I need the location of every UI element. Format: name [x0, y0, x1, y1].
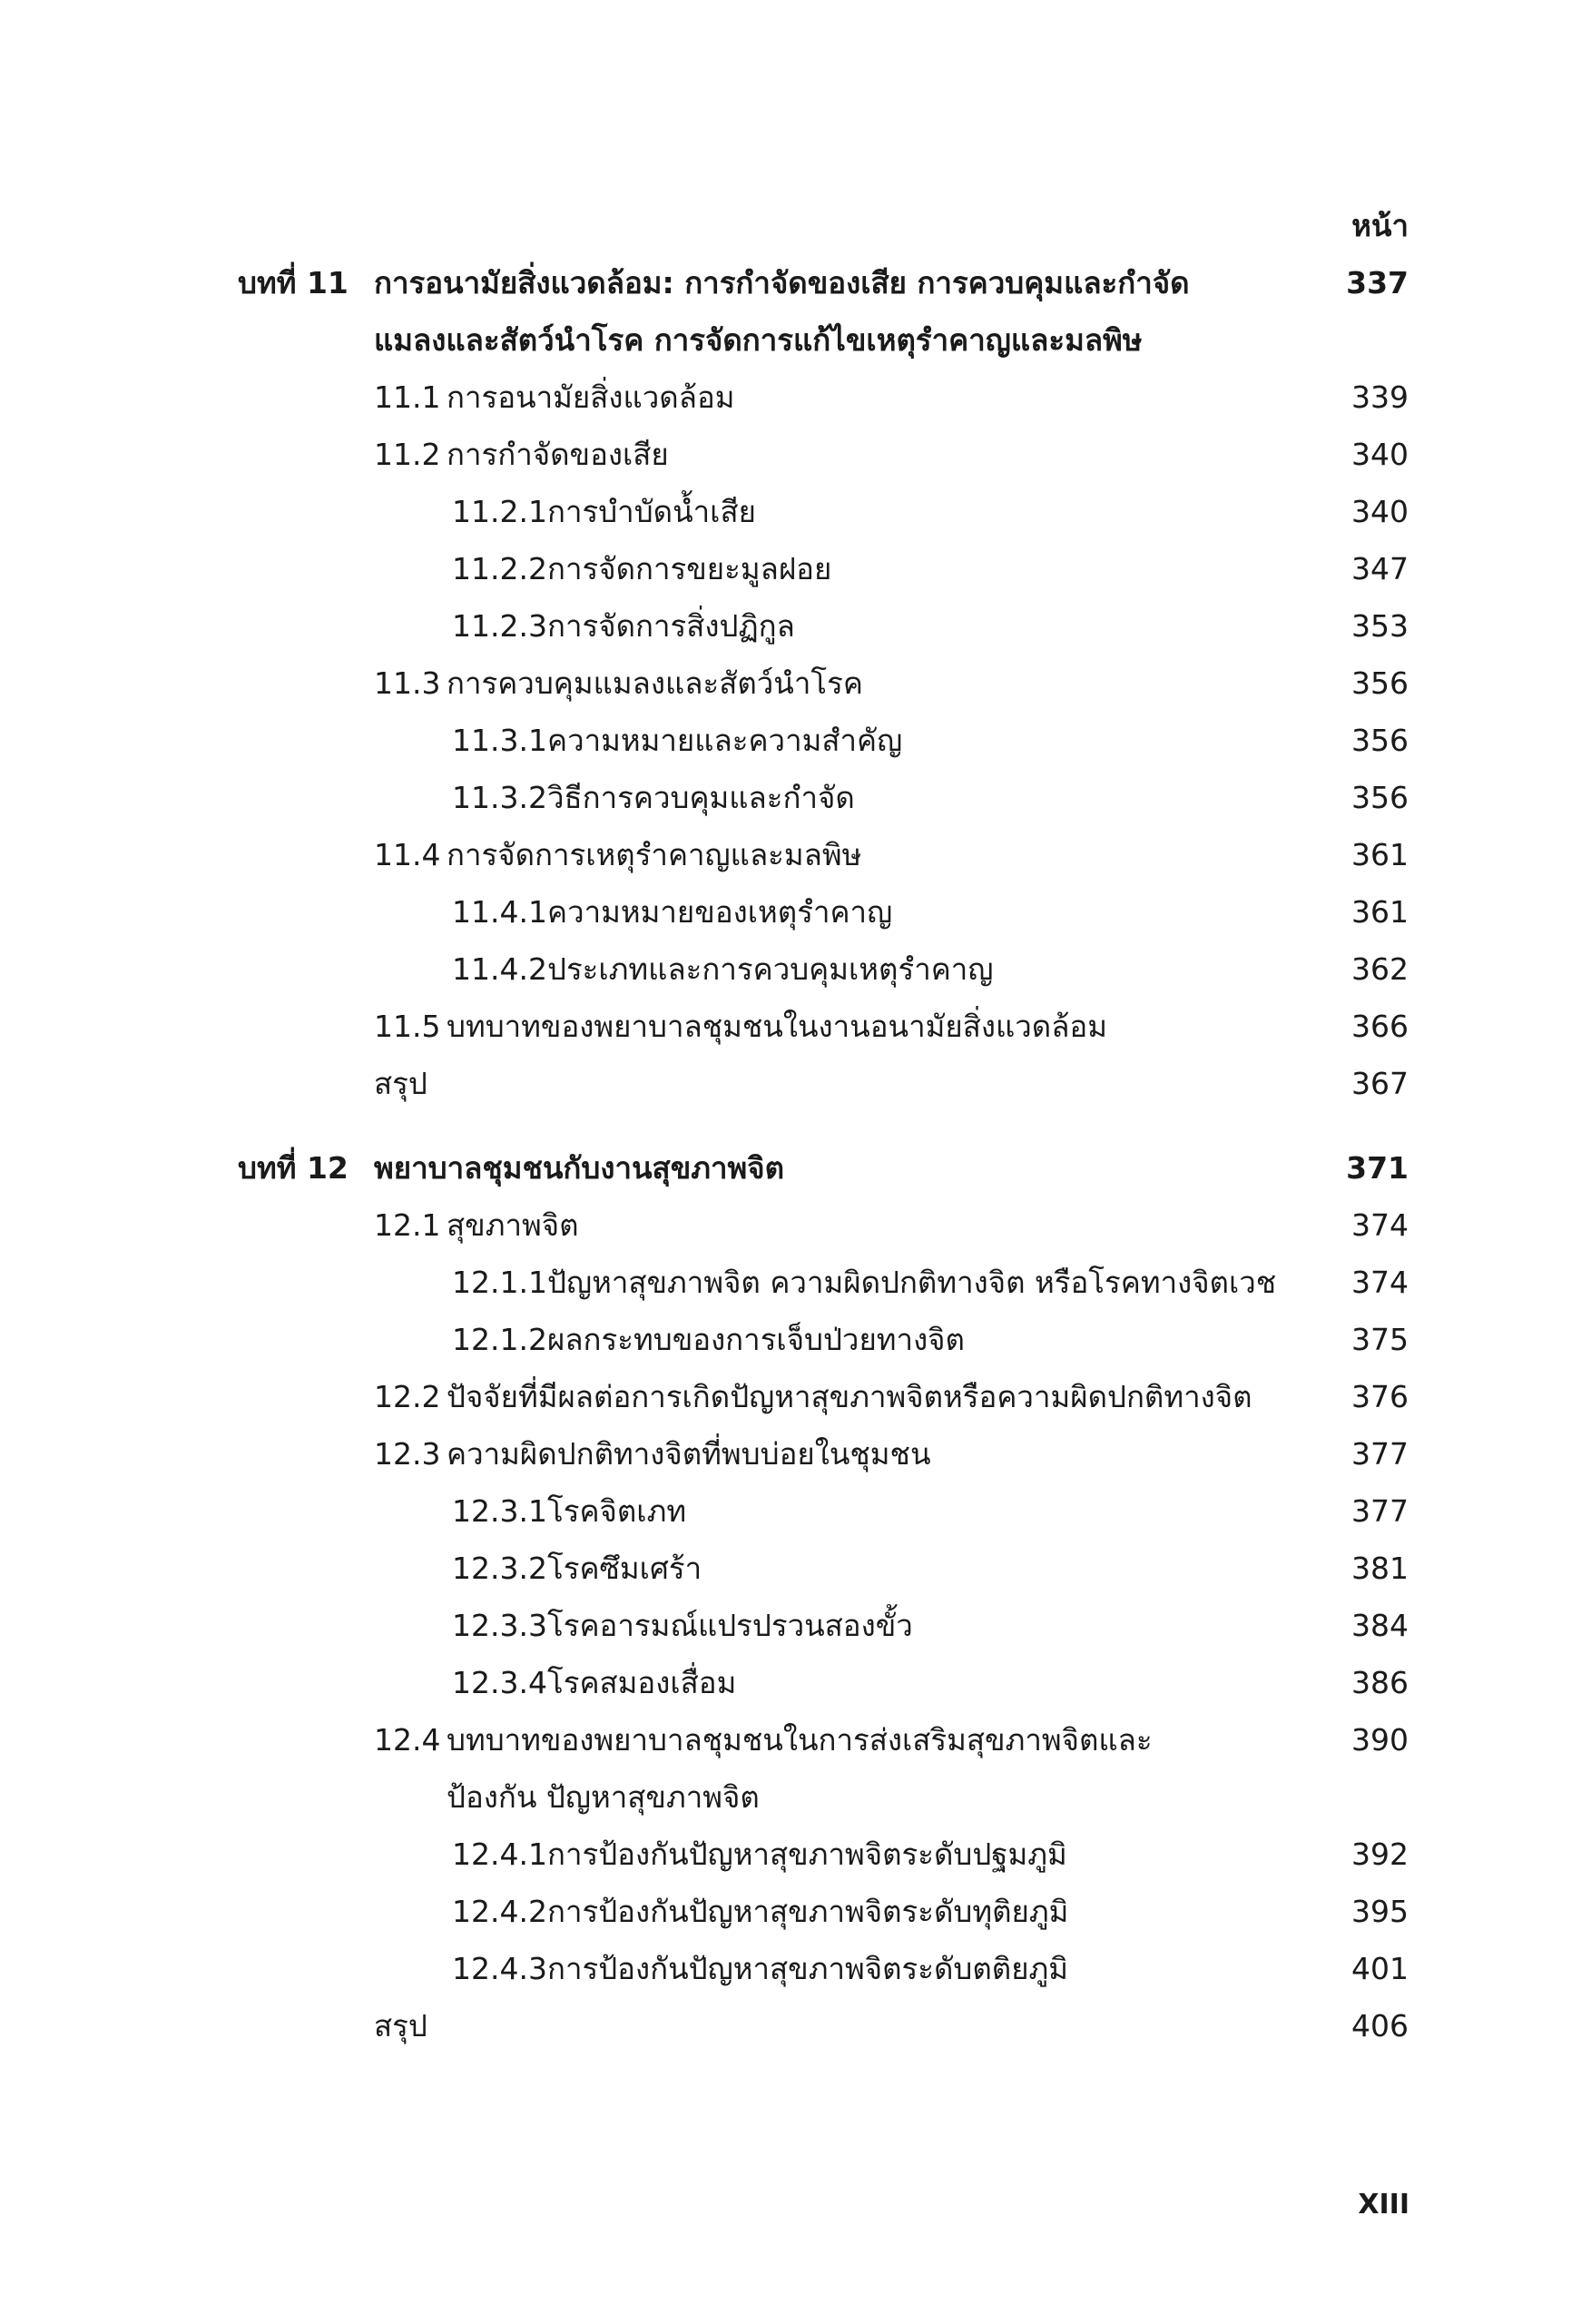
entry-number: 11.2.2 [452, 551, 547, 586]
chapter-page: 337 [1346, 265, 1409, 300]
entry-page: 390 [1351, 1722, 1409, 1758]
entry-page: 340 [1351, 437, 1409, 472]
entry-page: 361 [1351, 894, 1409, 930]
entry-title: ผลกระทบของการเจ็บป่วยทางจิต [547, 1322, 965, 1357]
entry-number: 12.4.1 [452, 1837, 547, 1872]
entry-page: 376 [1351, 1379, 1409, 1414]
entry-number: 12.3.1 [452, 1493, 547, 1529]
entry-page: 384 [1351, 1608, 1409, 1643]
entry-number: 12.3.4 [452, 1665, 547, 1700]
page-number: XIII [1358, 2189, 1409, 2221]
entry-title: ความหมายและความสำคัญ [547, 723, 903, 758]
entry-title: ปัญหาสุขภาพจิต ความผิดปกติทางจิต หรือโรคทางจิตเวช [547, 1265, 1277, 1300]
entry-title: ความหมายของเหตุรำคาญ [547, 894, 893, 930]
entry-title: การบำบัดน้ำเสีย [547, 494, 756, 529]
chapter-11 [238, 254, 1409, 1112]
entry-page: 362 [1351, 951, 1409, 987]
entry-number: 11.4 [374, 837, 441, 872]
toc-summary-entry[interactable] [238, 1055, 1409, 1112]
entry-title: การป้องกันปัญหาสุขภาพจิตระดับทุติยภูมิ [547, 1894, 1069, 1929]
toc-subentry[interactable] [238, 1482, 1409, 1540]
entry-page: 401 [1351, 1951, 1409, 1986]
entry-page: 377 [1351, 1436, 1409, 1472]
toc-subentry[interactable] [238, 1540, 1409, 1597]
entry-page: 356 [1351, 665, 1409, 701]
entry-title: การอนามัยสิ่งแวดล้อม [447, 379, 735, 415]
toc-subentry[interactable] [238, 483, 1409, 540]
chapter-label: บทที่ 12 [238, 1150, 349, 1186]
chapter-title: การอนามัยสิ่งแวดล้อม: การกำจัดของเสีย การควบคุมและกำจัด แมลงและสัตว์นำโรค การจัดการแก้ไขเหตุรำคาญและมลพิษ [374, 265, 1190, 358]
entry-title: วิธีการควบคุมและกำจัด [547, 780, 855, 815]
entry-title: ปัจจัยที่มีผลต่อการเกิดปัญหาสุขภาพจิตหรือความผิดปกติทางจิต [447, 1379, 1252, 1414]
toc-entry[interactable] [238, 826, 1409, 883]
toc-entry[interactable] [238, 1196, 1409, 1254]
entry-title: บทบาทของพยาบาลชุมชนในงานอนามัยสิ่งแวดล้อม [447, 1009, 1107, 1044]
entry-title: โรคอารมณ์แปรปรวนสองขั้ว [547, 1608, 913, 1643]
toc-subentry[interactable] [238, 1254, 1409, 1311]
toc-subentry[interactable] [238, 769, 1409, 826]
entry-title: สุขภาพจิต [447, 1207, 579, 1243]
entry-number: 11.2 [374, 437, 441, 472]
entry-number: 11.1 [374, 379, 441, 415]
entry-title: โรคสมองเสื่อม [547, 1665, 737, 1700]
toc-subentry[interactable] [238, 1311, 1409, 1368]
chapter-page: 371 [1346, 1150, 1409, 1186]
entry-title: การป้องกันปัญหาสุขภาพจิตระดับตติยภูมิ [547, 1951, 1069, 1986]
toc-subentry[interactable] [238, 712, 1409, 769]
entry-number: 12.4.3 [452, 1951, 547, 1986]
entry-page: 374 [1351, 1265, 1409, 1300]
entry-number: 11.2.1 [452, 494, 547, 529]
chapter-heading[interactable] [238, 254, 1409, 369]
entry-page: 356 [1351, 723, 1409, 758]
entry-page: 374 [1351, 1207, 1409, 1243]
entry-page: 395 [1351, 1894, 1409, 1929]
toc-entry[interactable] [238, 1425, 1409, 1482]
entry-title: การจัดการขยะมูลฝอย [547, 551, 832, 586]
entry-page: 386 [1351, 1665, 1409, 1700]
toc-summary-entry[interactable] [238, 1997, 1409, 2054]
toc-entry[interactable] [238, 369, 1409, 426]
entry-number: 12.1.2 [452, 1322, 547, 1357]
chapter-12 [238, 1139, 1409, 2054]
entry-number: 11.3 [374, 665, 441, 701]
chapter-title: พยาบาลชุมชนกับงานสุขภาพจิต [374, 1150, 785, 1186]
entry-number: 11.3.2 [452, 780, 547, 815]
toc-subentry[interactable] [238, 597, 1409, 655]
toc-subentry[interactable] [238, 1597, 1409, 1654]
toc-entry[interactable] [238, 1711, 1409, 1826]
entry-page: 361 [1351, 837, 1409, 872]
entry-title: การจัดการเหตุรำคาญและมลพิษ [447, 837, 862, 872]
entry-page: 377 [1351, 1493, 1409, 1529]
entry-number: 12.1 [374, 1207, 441, 1243]
entry-title: การกำจัดของเสีย [447, 437, 669, 472]
toc-subentry[interactable] [238, 883, 1409, 940]
entry-page: 356 [1351, 780, 1409, 815]
entry-page: 392 [1351, 1837, 1409, 1872]
entry-page: 406 [1351, 2008, 1409, 2043]
entry-number: 12.3 [374, 1436, 441, 1472]
toc-subentry[interactable] [238, 1826, 1409, 1883]
entry-page: 366 [1351, 1009, 1409, 1044]
entry-title: การป้องกันปัญหาสุขภาพจิตระดับปฐมภูมิ [547, 1837, 1067, 1872]
entry-title: สรุป [374, 2008, 427, 2043]
entry-number: 12.3.2 [452, 1551, 547, 1586]
entry-number: 11.4.2 [452, 951, 547, 987]
toc-subentry[interactable] [238, 1883, 1409, 1940]
toc-subentry[interactable] [238, 1654, 1409, 1711]
entry-number: 12.4.2 [452, 1894, 547, 1929]
toc-subentry[interactable] [238, 540, 1409, 597]
entry-page: 381 [1351, 1551, 1409, 1586]
chapter-label: บทที่ 11 [238, 265, 349, 300]
page-column-heading: หน้า [1351, 208, 1409, 243]
entry-title: โรคซึมเศร้า [547, 1551, 702, 1586]
entry-number: 12.3.3 [452, 1608, 547, 1643]
entry-title: การควบคุมแมลงและสัตว์นำโรค [447, 665, 863, 701]
toc-subentry[interactable] [238, 1940, 1409, 1997]
entry-title: ประเภทและการควบคุมเหตุรำคาญ [547, 951, 994, 987]
entry-number: 12.1.1 [452, 1265, 547, 1300]
entry-number: 12.4 [374, 1722, 441, 1758]
entry-title: การจัดการสิ่งปฏิกูล [547, 608, 795, 644]
entry-page: 375 [1351, 1322, 1409, 1357]
entry-number: 11.2.3 [452, 608, 547, 644]
table-of-contents [238, 254, 1409, 2082]
entry-number: 11.3.1 [452, 723, 547, 758]
entry-title: โรคจิตเภท [547, 1493, 687, 1529]
entry-page: 353 [1351, 608, 1409, 644]
entry-number: 12.2 [374, 1379, 441, 1414]
entry-title: บทบาทของพยาบาลชุมชนในการส่งเสริมสุขภาพจิตและป้องกัน ปัญหาสุขภาพจิต [447, 1722, 1153, 1815]
toc-entry[interactable] [238, 998, 1409, 1055]
chapter-heading[interactable] [238, 1139, 1409, 1196]
entry-page: 347 [1351, 551, 1409, 586]
toc-entry[interactable] [238, 655, 1409, 712]
entry-page: 339 [1351, 379, 1409, 415]
entry-title: สรุป [374, 1066, 427, 1101]
entry-page: 340 [1351, 494, 1409, 529]
entry-page: 367 [1351, 1066, 1409, 1101]
toc-subentry[interactable] [238, 940, 1409, 998]
toc-entry[interactable] [238, 1368, 1409, 1425]
entry-number: 11.5 [374, 1009, 441, 1044]
entry-number: 11.4.1 [452, 894, 547, 930]
toc-entry[interactable] [238, 426, 1409, 483]
entry-title: ความผิดปกติทางจิตที่พบบ่อยในชุมชน [447, 1436, 931, 1472]
